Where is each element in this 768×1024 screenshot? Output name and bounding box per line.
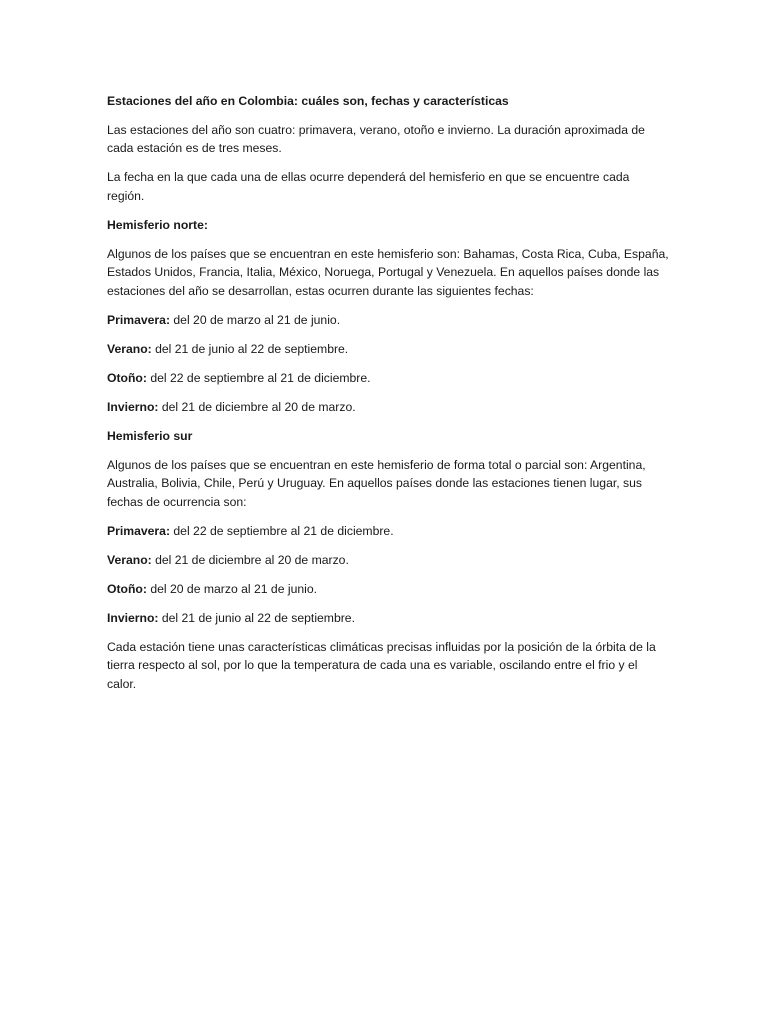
season-label: Verano: [107,341,152,356]
intro-paragraph: La fecha en la que cada una de ellas ocurre dependerá del hemisferio en que se encuentre cada región. [107,170,630,203]
document-page [107,92,669,704]
season-dates: del 22 de septiembre al 21 de diciembre. [146,370,371,385]
season-dates: del 21 de diciembre al 20 de marzo. [158,399,356,414]
north-paragraph: Algunos de los países que se encuentran en este hemisferio son: Bahamas, Costa Rica, Cuba, España, Estados Unidos, Francia, Italia, México, Noruega, Portugal y Venezuela. En aquellos países donde las estaciones del año se desarrollan, estas ocurren durante las siguientes fechas: [107,246,669,298]
season-label: Otoño: [107,370,147,385]
intro-paragraph: Las estaciones del año son cuatro: primavera, verano, otoño e invierno. La duración aproximada de cada estación es de tres meses. [107,122,645,155]
season-dates: del 21 de junio al 22 de septiembre. [158,610,355,625]
season-line [107,369,669,388]
south-paragraph: Algunos de los países que se encuentran en este hemisferio de forma total o parcial son: Argentina, Australia, Bolivia, Chile, Perú y Uruguay. En aquellos países donde las estaciones tienen lugar, sus fechas de ocurrencia son: [107,457,646,509]
section-heading-south: Hemisferio sur [107,428,193,443]
season-label: Primavera: [107,312,171,327]
season-label: Invierno: [107,610,159,625]
season-dates: del 21 de diciembre al 20 de marzo. [151,552,349,567]
document-title: Estaciones del año en Colombia: cuáles son, fechas y características [107,94,509,108]
season-dates: del 20 de marzo al 21 de junio. [146,581,317,596]
season-line [107,551,669,570]
season-line [107,398,669,417]
season-label: Verano: [107,552,152,567]
season-line [107,580,669,599]
closing-paragraph: Cada estación tiene unas características climáticas precisas influidas por la posición de la órbita de la tierra respecto al sol, por lo que la temperatura de cada una es variable, oscilando entre el frio y el calor. [107,639,656,691]
season-dates: del 20 de marzo al 21 de junio. [170,312,341,327]
season-label: Invierno: [107,399,159,414]
season-dates: del 21 de junio al 22 de septiembre. [151,341,349,356]
season-line [107,340,669,359]
season-line [107,311,669,330]
season-label: Otoño: [107,581,147,596]
season-line [107,609,669,628]
season-dates: del 22 de septiembre al 21 de diciembre. [170,523,394,538]
season-label: Primavera: [107,523,171,538]
section-heading-north: Hemisferio norte: [107,217,208,232]
season-line [107,522,669,541]
